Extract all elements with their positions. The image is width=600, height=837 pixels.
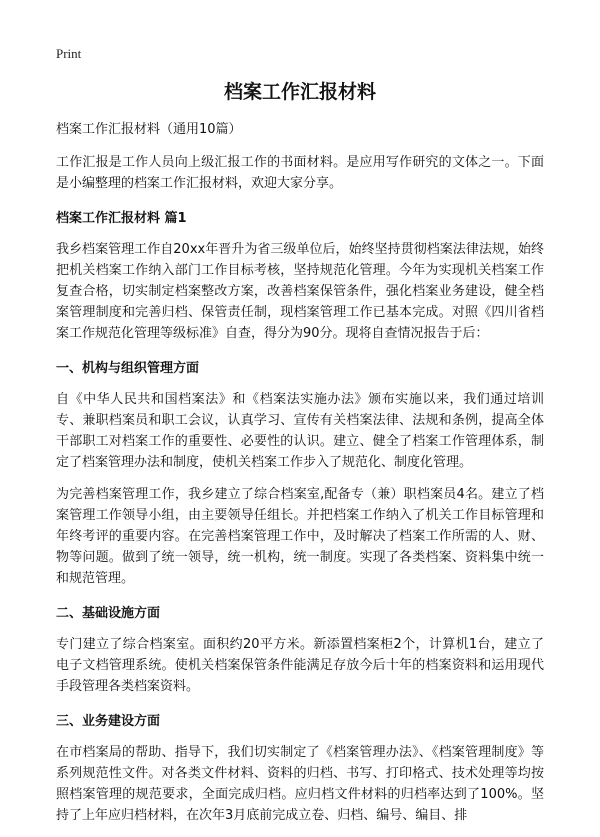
- section-heading: 一、机构与组织管理方面: [56, 361, 200, 376]
- section-heading: 三、业务建设方面: [56, 714, 161, 729]
- document-body: [56, 120, 544, 837]
- section-paragraph: 专门建立了综合档案室。面积约20平方米。新添置档案柜2个，计算机1台，建立了电子文档管理系统。使机关档案保管条件能满足存放今后十年的档案资料和运用现代手段管理各类档案资料。: [56, 637, 544, 694]
- intro-paragraph: 工作汇报是工作人员向上级汇报工作的书面材料。是应用写作研究的文体之一。下面是小编整理的档案工作汇报材料，欢迎大家分享。: [56, 155, 544, 191]
- article-intro-paragraph: 我乡档案管理工作自20xx年晋升为省三级单位后，始终坚持贯彻档案法律法规，始终把机关档案工作纳入部门工作目标考核，坚持规范化管理。今年为实现机关档案工作复查合格，切实制定档案整改方案，改善档案保管条件，强化档案业务建设，健全档案管理制度和完善归档、保管责任制，现档案管理工作已基本完成。对照《四川省档案工作规范化管理等级标准》自查，得分为90分。现将自查情况报告于后：: [56, 242, 544, 341]
- article-heading: 档案工作汇报材料 篇1: [56, 211, 187, 226]
- section-heading: 二、基础设施方面: [56, 606, 161, 621]
- document-title: 档案工作汇报材料: [223, 81, 376, 103]
- section-paragraph: 为完善档案管理工作，我乡建立了综合档案室,配备专（兼）职档案员4名。建立了档案管理工作领导小组，由主要领导任组长。并把档案工作纳入了机关工作目标管理和年终考评的重要内容。在完善档案管理工作中，及时解决了档案工作所需的人、财、物等问题。做到了统一领导，统一机构，统一制度。实现了各类档案、资料集中统一和规范管理。: [56, 487, 544, 586]
- section-paragraph: 自《中华人民共和国档案法》和《档案法实施办法》颁布实施以来，我们通过培训专、兼职档案员和职工会议，认真学习、宣传有关档案法律、法规和条例，提高全体干部职工对档案工作的重要性、必要性的认识。建立、健全了档案工作管理体系，制定了档案管理办法和制度，使机关档案工作步入了规范化、制度化管理。: [56, 392, 544, 470]
- section-paragraph: 在市档案局的帮助、指导下，我们切实制定了《档案管理办法》、《档案管理制度》等系列规范性文件。对各类文件材料、资料的归档、书写、打印格式、技术处理等均按照档案管理的规范要求，全面完成归档。应归档文件材料的归档率达到了100%。坚持了上年应归档材料，在次年3月底前完成立卷、归档、编号、编目、排: [56, 745, 544, 823]
- print-label: Print: [56, 46, 82, 61]
- document-subtitle: 档案工作汇报材料（通用10篇）: [56, 122, 242, 137]
